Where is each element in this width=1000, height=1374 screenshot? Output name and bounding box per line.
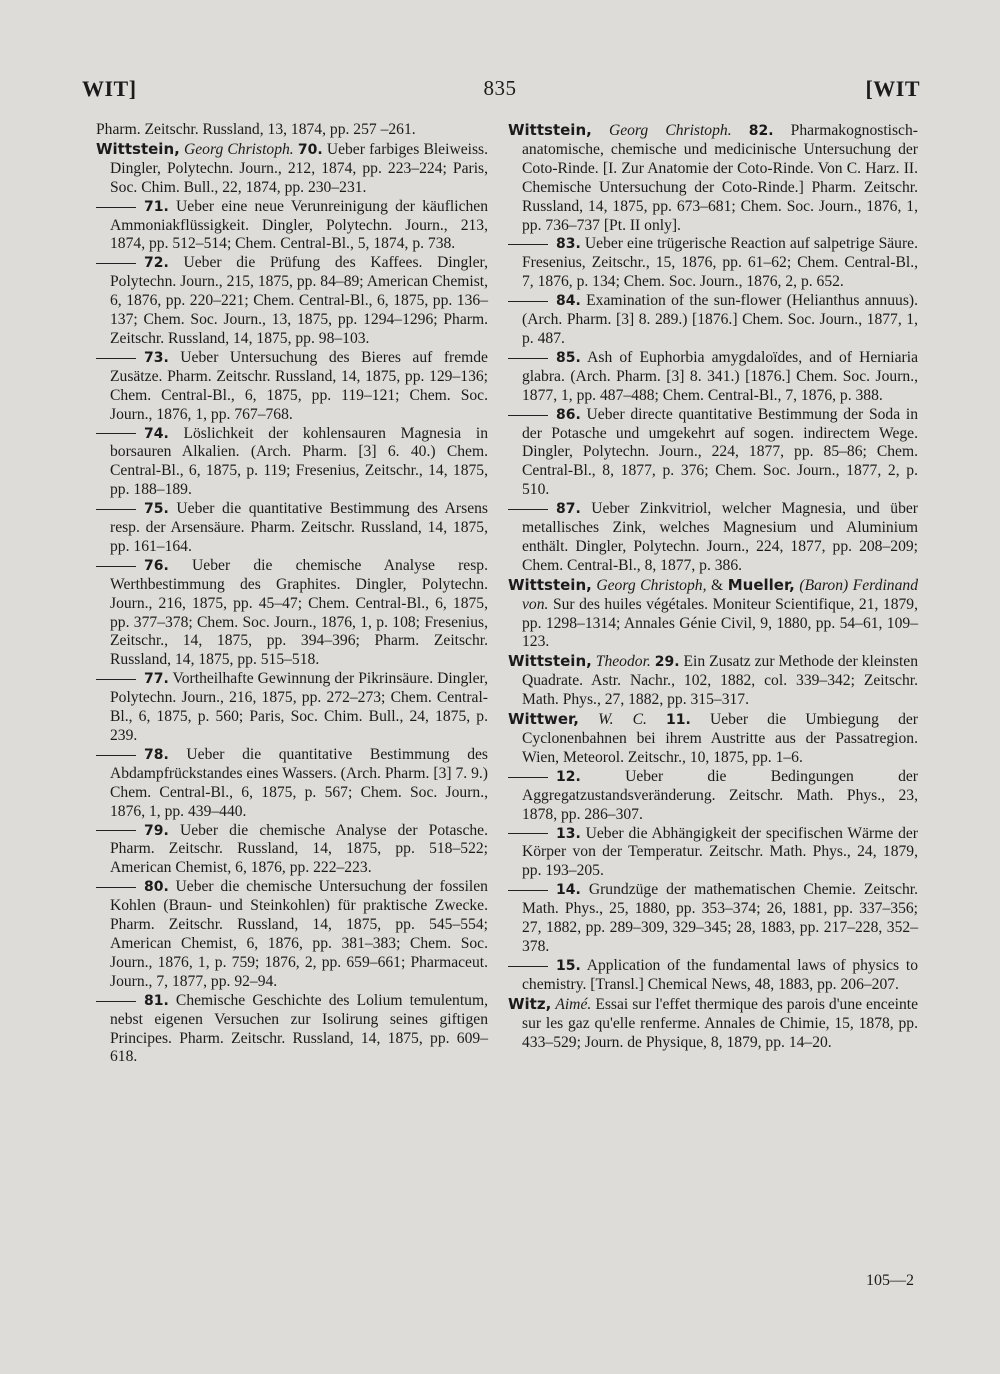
bibliography-entry	[508, 235, 918, 292]
entry-text: Pharm. Zeitschr. Russland, 13, 1874, pp. 257 –261.	[96, 121, 416, 138]
bibliography-entry	[508, 576, 918, 653]
entry-number: 72.	[144, 255, 169, 272]
bibliography-entry	[508, 652, 918, 710]
running-head-left: WIT]	[82, 76, 137, 101]
ditto-dash	[96, 566, 136, 567]
ampersand: &	[711, 576, 724, 594]
bibliography-entry	[508, 349, 918, 406]
entry-number: 29.	[654, 654, 680, 671]
signature-mark: 105—2	[866, 1272, 914, 1289]
ditto-dash	[96, 830, 136, 831]
author-given-name: Georg Christoph,	[596, 576, 707, 594]
ditto-dash	[508, 890, 548, 891]
entry-number: 85.	[556, 349, 581, 366]
coauthor-given-name: (Baron) Ferdinand von.	[522, 576, 918, 613]
entry-text: Ueber die quantitative Bestimmung des Abdampfrückstandes eines Wassers. (Arch. Pharm. [3] 7. 9.) Chem. Central-Bl., 6, 1875, p. 567; Chem. Soc. Journ., 1876, 1, pp. 439–440.	[110, 745, 488, 820]
ditto-dash	[96, 1001, 136, 1002]
entry-number: 77.	[144, 671, 169, 688]
bibliography-entry	[96, 746, 488, 822]
ditto-dash	[96, 755, 136, 756]
entry-number: 12.	[556, 768, 581, 785]
entry-text: Application of the fundamental laws of physics to chemistry. [Transl.] Chemical News, 48, 1883, pp. 206–207.	[522, 956, 918, 993]
entry-text: Chemische Geschichte des Lolium temulentum, nebst eigenen Versuchen zur Isolirung seines giftigen Principes. Pharm. Zeitschr. Russland, 14, 1875, pp. 609–618.	[110, 991, 488, 1066]
ditto-dash	[96, 433, 136, 434]
author-given-name: W. C.	[598, 711, 647, 729]
bibliography-entry	[508, 500, 918, 576]
entry-text: Ueber die Prüfung des Kaffees. Dingler, Polytechn. Journ., 215, 1875, pp. 84–89; American Chemist, 6, 1876, pp. 220–221; Chem. Central-Bl., 6, 1875, pp. 136–137; Chem. Soc. Journ., 13, 1875, pp. 1294–1296; Pharm. Zeitschr. Russland, 14, 1875, pp. 98–103.	[110, 254, 488, 347]
bibliography-entry	[508, 406, 918, 501]
entry-text: Sur des huiles végétales. Moniteur Scientifique, 21, 1879, pp. 1298–1314; Annales Génie Civil, 9, 1880, pp. 54–61, 109–123.	[522, 595, 918, 651]
entry-number: 83.	[556, 236, 581, 253]
entry-number: 82.	[748, 123, 774, 139]
entry-text: Ueber eine neue Verunreinigung der käuflichen Ammoniakflüssigkeit. Dingler, Polytechn. Journ., 213, 1874, pp. 512–514; Chem. Central-Bl., 5, 1874, p. 738.	[110, 197, 489, 253]
entry-number: 13.	[556, 825, 581, 842]
ditto-dash	[96, 358, 136, 359]
entry-text: Grundzüge der mathematischen Chemie. Zeitschr. Math. Phys., 25, 1880, pp. 353–374; 26, 1881, pp. 337–356; 27, 1882, pp. 289–309, 329–345; 28, 1883, pp. 217–228, 352–378.	[522, 881, 918, 955]
bibliography-entry	[508, 768, 918, 825]
page-number: 835	[483, 76, 517, 100]
entry-text: Ein Zusatz zur Methode der kleinsten Quadrate. Astr. Nachr., 102, 1882, col. 339–342; Zeitschr. Math. Phys., 27, 1882, pp. 315–317.	[522, 653, 919, 709]
ditto-dash	[96, 509, 136, 510]
entry-text: Ueber die Bedingungen der Aggregatzustandsveränderung. Zeitschr. Math. Phys., 23, 1878, pp. 286–307.	[522, 767, 918, 823]
ditto-dash	[508, 777, 548, 778]
bibliography-entry	[96, 121, 488, 140]
author-given-name: Georg Christoph.	[608, 122, 732, 139]
entry-number: 14.	[556, 882, 581, 899]
ditto-dash	[508, 509, 548, 510]
author-given-name: Georg Christoph.	[183, 140, 294, 158]
entry-number: 76.	[144, 557, 169, 574]
bibliography-entry	[96, 198, 488, 255]
ditto-dash	[508, 415, 548, 416]
author-name: Wittwer,	[508, 710, 579, 729]
entry-text: Ueber die chemische Analyse resp. Werthbestimmung des Graphites. Dingler, Polytechn. Journ., 216, 1875, pp. 45–47; Chem. Central-Bl., 6, 1875, pp. 377–378; Chem. Soc. Journ., 1876, 1, p. 108; Fresenius, Zeitschr., 14, 1875, pp. 394–396; Pharm. Zeitschr. Russland, 14, 1875, pp. 515–518.	[110, 556, 488, 669]
bibliography-entry	[96, 878, 488, 991]
entry-text: Ueber Zinkvitriol, welcher Magnesia, und über metallisches Zink, welches Magnesium und Aluminium enthält. Dingler, Polytechn. Journ., 224, 1877, pp. 208–209; Chem. Central-Bl., 8, 1877, p. 386.	[522, 500, 918, 574]
bibliography-entry	[508, 957, 918, 995]
bibliography-entry	[96, 349, 488, 425]
entry-number: 75.	[144, 501, 169, 518]
entry-text: Ueber die quantitative Bestimmung des Arsens resp. der Arsensäure. Pharm. Zeitschr. Russland, 14, 1875, pp. 161–164.	[110, 500, 488, 555]
coauthor-name: Mueller,	[727, 575, 795, 594]
entry-number: 74.	[144, 425, 169, 442]
entry-number: 79.	[144, 822, 169, 839]
entry-number: 87.	[556, 501, 581, 518]
bibliography-entry	[508, 825, 918, 882]
author-name: Wittstein,	[508, 121, 592, 139]
author-name: Wittstein,	[96, 139, 180, 158]
bibliography-entry	[96, 140, 488, 198]
entry-text: Essai sur l'effet thermique des parois d'une enceinte sur les gaz qu'elle renferme. Annales de Chimie, 15, 1878, pp. 433–529; Journ. de Physique, 8, 1879, pp. 14–20.	[522, 995, 919, 1051]
ditto-dash	[508, 966, 548, 967]
ditto-dash	[96, 207, 136, 208]
author-given-name: Theodor.	[595, 653, 651, 671]
entry-text: Vortheilhafte Gewinnung der Pikrinsäure. Dingler, Polytechn. Journ., 216, 1875, pp. 272–273; Chem. Central-Bl., 6, 1875, p. 560; Paris, Soc. Chim. Bull., 24, 1875, p. 239.	[110, 670, 488, 744]
bibliography-entry	[508, 995, 918, 1053]
ditto-dash	[508, 358, 548, 359]
bibliography-entry	[96, 500, 488, 557]
entry-number: 70.	[297, 141, 323, 158]
entry-number: 84.	[556, 293, 581, 310]
entry-text: Pharmakognostisch-anatomische, chemische und medicinische Untersuchung der Coto-Rinde. [I. Zur Anatomie der Coto-Rinde. Von C. Harz. II. Chemische Untersuchung der Coto-Rinde.] Pharm. Zeitschr. Russland, 14, 1875, pp. 673–681; Chem. Soc. Journ., 1876, 1, pp. 736–737 [Pt. II only].	[522, 122, 918, 234]
entry-text: Ueber farbiges Bleiweiss. Dingler, Polytechn. Journ., 212, 1874, pp. 223–224; Paris, Soc. Chim. Bull., 22, 1874, pp. 230–231.	[110, 140, 488, 196]
entry-text: Löslichkeit der kohlensauren Magnesia in borsauren Alkalien. (Arch. Pharm. [3] 6. 40.) Chem. Central-Bl., 6, 1875, p. 119; Fresenius, Zeitschr., 14, 1875, pp. 188–189.	[110, 424, 488, 499]
author-name: Witz,	[508, 994, 552, 1013]
ditto-dash	[508, 301, 548, 302]
entry-text: Ueber die chemische Analyse der Potasche. Pharm. Zeitschr. Russland, 14, 1875, pp. 518–522; American Chemist, 6, 1876, pp. 222–223.	[110, 821, 488, 877]
right-column	[508, 121, 918, 1052]
entry-number: 71.	[144, 198, 169, 215]
bibliography-entry	[508, 121, 918, 235]
entry-number: 15.	[556, 957, 581, 974]
entry-number: 81.	[144, 992, 169, 1009]
entry-number: 78.	[144, 746, 169, 763]
entry-text: Examination of the sun-flower (Helianthus annuus). (Arch. Pharm. [3] 8. 289.) [1876.] Chem. Soc. Journ., 1877, 1, p. 487.	[522, 292, 918, 347]
bibliography-entry	[96, 557, 488, 670]
entry-text: Ueber eine trügerische Reaction auf salpetrige Säure. Fresenius, Zeitschr., 15, 1876, pp. 61–62; Chem. Central-Bl., 7, 1876, p. 134; Chem. Soc. Journ., 1876, 2, p. 652.	[522, 235, 918, 291]
bibliography-entry	[96, 992, 488, 1068]
entry-text: Ueber die chemische Untersuchung der fossilen Kohlen (Braun- und Steinkohlen) für praktische Zwecke. Pharm. Zeitschr. Russland, 14, 1875, pp. 545–554; American Chemist, 6, 1876, pp. 381–383; Chem. Soc. Journ., 1876, 1, p. 759; 1876, 2, pp. 659–661; Pharmaceut. Journ., 7, 1877, pp. 92–94.	[110, 878, 488, 990]
bibliography-entry	[508, 292, 918, 349]
entry-number: 80.	[144, 879, 169, 896]
entry-text: Ueber die Abhängigkeit der specifischen Wärme der Körper von der Temperatur. Zeitschr. Math. Phys., 24, 1879, pp. 193–205.	[522, 824, 918, 880]
entry-text: Ash of Euphorbia amygdaloïdes, and of Herniaria glabra. (Arch. Pharm. [3] 8. 341.) [1876.] Chem. Soc. Journ., 1877, 1, pp. 487–488; Chem. Central-Bl., 7, 1876, p. 388.	[522, 348, 918, 404]
entry-text: Ueber Untersuchung des Bieres auf fremde Zusätze. Pharm. Zeitschr. Russland, 14, 1875, pp. 129–136; Chem. Central-Bl., 6, 1875, pp. 119–121; Chem. Soc. Journ., 1876, 1, pp. 767–768.	[110, 348, 488, 423]
ditto-dash	[508, 833, 548, 834]
bibliography-entry	[96, 254, 488, 349]
author-given-name: Aimé.	[555, 995, 592, 1013]
ditto-dash	[96, 887, 136, 888]
bibliography-entry	[96, 822, 488, 879]
entry-text: Ueber die Umbiegung der Cyclonenbahnen bei ihrem Austritte aus der Passatregion. Wien, Meteorol. Zeitschr., 10, 1875, pp. 1–6.	[522, 711, 918, 766]
bibliography-entry	[508, 710, 918, 768]
bibliography-entry	[508, 881, 918, 957]
bibliography-entry	[96, 670, 488, 746]
author-name: Wittstein,	[508, 575, 592, 594]
entry-text: Ueber directe quantitative Bestimmung der Soda in der Potasche und umgekehrt auf sogen. indirectem Wege. Dingler, Polytechn. Journ., 224, 1877, pp. 85–86; Chem. Central-Bl., 8, 1877, p. 376; Chem. Soc. Journ., 1877, 2, p. 510.	[522, 405, 918, 499]
ditto-dash	[96, 679, 136, 680]
author-name: Wittstein,	[508, 652, 592, 671]
running-head-right: [WIT	[865, 76, 920, 101]
ditto-dash	[96, 263, 136, 264]
ditto-dash	[508, 244, 548, 245]
entry-number: 11.	[666, 712, 691, 729]
bibliography-entry	[96, 425, 488, 501]
entry-number: 73.	[144, 349, 169, 366]
entry-number: 86.	[556, 406, 581, 423]
left-column	[96, 121, 488, 1067]
